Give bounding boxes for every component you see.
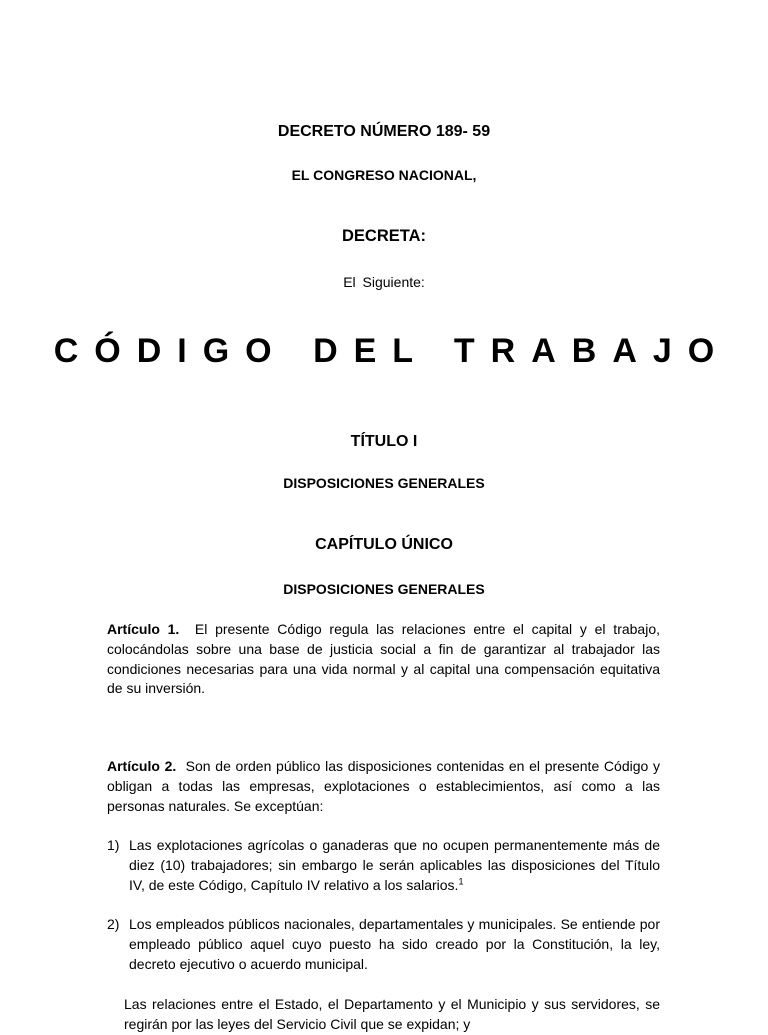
list-item-text-container — [129, 915, 660, 974]
list-item-text: Los empleados públicos nacionales, departamentales y municipales. Se entiende por empleado público aquel cuyo puesto ha sido creado por la Constitución, la ley, decreto ejecutivo o acuerdo municipal. — [129, 916, 660, 972]
article-1 — [107, 620, 660, 699]
footnote-marker: 1 — [458, 875, 464, 886]
article-2-text: Son de orden público las disposiciones contenidas en el presente Código y obligan a todas las empresas, explotaciones o establecimientos, así como a las personas naturales. Se exceptúan: — [107, 758, 660, 814]
list-item-number: 1) — [107, 837, 120, 853]
list-item-number: 2) — [107, 916, 120, 932]
closing-paragraph: Las relaciones entre el Estado, el Departamento y el Municipio y sus servidores, se regirán por las leyes del Servicio Civil que se expidan; y — [124, 996, 660, 1032]
decree-number-heading: DECRETO NÚMERO 189- 59 — [277, 123, 491, 140]
article-1-text: El presente Código regula las relaciones entre el capital y el trabajo, colocándolas sobre una base de justicia social a fin de garantizar al trabajador las condiciones necesarias para una vida normal y al capital una compensación equitativa de su inversión. — [107, 621, 661, 697]
article-2 — [107, 757, 660, 816]
list-item-text-container — [129, 836, 660, 895]
chapter-heading: CAPÍTULO ÚNICO — [315, 536, 453, 553]
article-2-label: Artículo 2. — [107, 758, 177, 774]
chapter-subtitle: DISPOSICIONES GENERALES — [283, 581, 485, 597]
intro-text: El Siguiente: — [343, 274, 425, 290]
list-item — [107, 915, 660, 974]
list-item-text: Las explotaciones agrícolas o ganaderas que no ocupen permanentemente más de diez (10) trabajadores; sin embargo le serán aplicables las disposiciones del Título IV, de este Código, Capítulo IV relativo a los salarios. — [129, 837, 660, 893]
list-item — [107, 836, 660, 895]
congress-heading: EL CONGRESO NACIONAL, — [291, 167, 477, 183]
title-subtitle: DISPOSICIONES GENERALES — [283, 475, 485, 491]
code-title: CÓDIGO DEL TRABAJO — [53, 332, 731, 370]
title-heading: TÍTULO I — [350, 433, 418, 450]
article-1-label: Artículo 1. — [107, 621, 180, 637]
decreta-heading: DECRETA: — [341, 227, 427, 245]
